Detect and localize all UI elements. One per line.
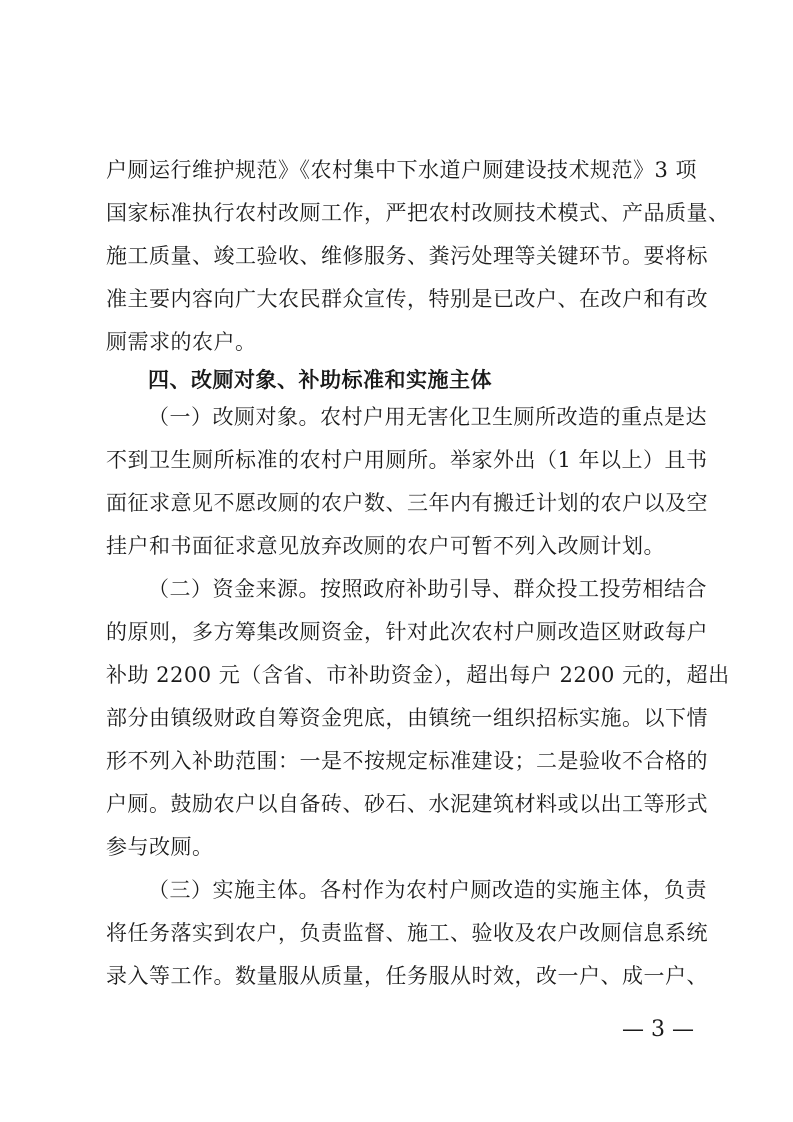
body-text-line: 不到卫生厕所标准的农村户用厕所。举家外出（1 年以上）且书	[106, 448, 708, 472]
body-text-line: 户厕运行维护规范》《农村集中下水道户厕建设技术规范》3 项	[106, 158, 698, 182]
body-text-line: （三）实施主体。各村作为农村户厕改造的实施主体，负责	[148, 878, 707, 902]
body-text-line: 参与改厕。	[106, 835, 214, 859]
body-text-line: 国家标准执行农村改厕工作，严把农村改厕技术模式、产品质量、	[106, 201, 730, 225]
body-text-line: （二）资金来源。按照政府补助引导、群众投工投劳相结合	[148, 577, 707, 601]
body-text-line: 厕需求的农户。	[106, 330, 257, 354]
body-text-line: 录入等工作。数量服从质量，任务服从时效，改一户、成一户、	[106, 964, 708, 988]
body-text-line: 部分由镇级财政自筹资金兜底，由镇统一组织招标实施。以下情	[106, 706, 708, 730]
body-text-line: 的原则，多方筹集改厕资金，针对此次农村户厕改造区财政每户	[106, 620, 708, 644]
body-text-line: 施工质量、竣工验收、维修服务、粪污处理等关键环节。要将标	[106, 244, 708, 268]
page-number: — 3 —	[622, 1017, 694, 1042]
section-heading: 四、改厕对象、补助标准和实施主体	[148, 368, 492, 392]
body-text-line: 户厕。鼓励农户以自备砖、砂石、水泥建筑材料或以出工等形式	[106, 792, 708, 816]
body-text-line: 面征求意见不愿改厕的农户数、三年内有搬迁计划的农户以及空	[106, 491, 708, 515]
body-text-line: 将任务落实到农户，负责监督、施工、验收及农户改厕信息系统	[106, 921, 708, 945]
body-text-line: 补助 2200 元（含省、市补助资金），超出每户 2200 元的，超出	[106, 663, 730, 687]
body-text-line: 准主要内容向广大农民群众宣传，特别是已改户、在改户和有改	[106, 287, 708, 311]
body-text-line: （一）改厕对象。农村户用无害化卫生厕所改造的重点是达	[148, 405, 707, 429]
body-text-line: 形不列入补助范围：一是不按规定标准建设；二是验收不合格的	[106, 749, 708, 773]
body-text-line: 挂户和书面征求意见放弃改厕的农户可暂不列入改厕计划。	[106, 534, 665, 558]
